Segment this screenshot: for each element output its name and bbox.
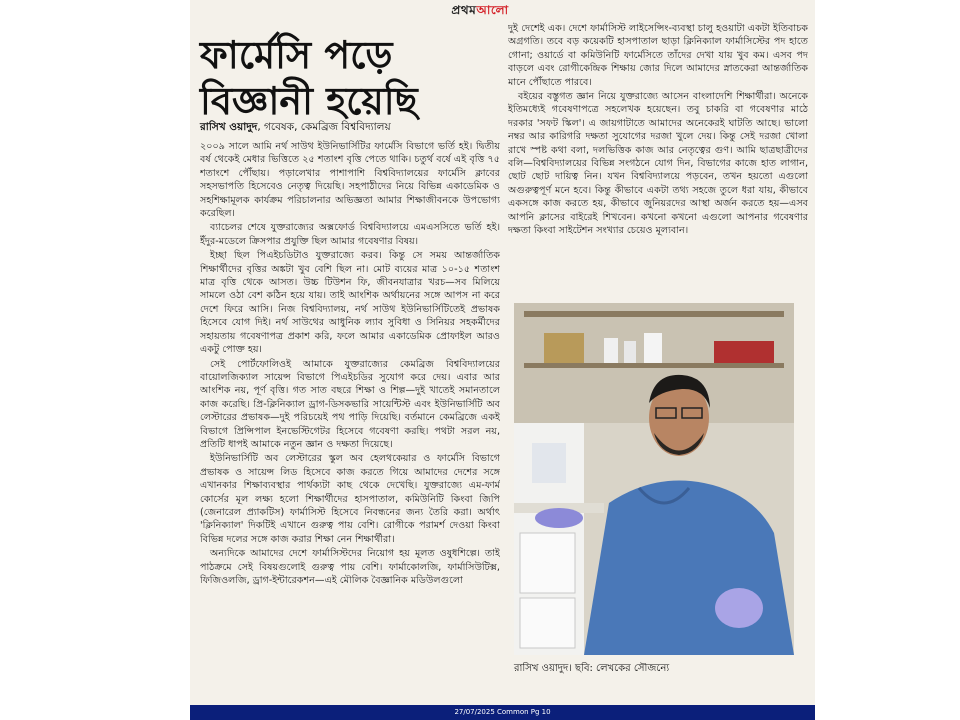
author-photo (514, 303, 794, 655)
article-left-column (200, 140, 500, 695)
article-paragraph: দুই দেশেই এক। দেশে ফার্মাসিস্ট লাইসেন্সিং-ব্যবস্থা চালু হওয়াটা একটা ইতিবাচক অগ্রগতি। তবে বড় কয়েকটি হাসপাতাল ছাড়া ক্লিনিক্যাল ফার্মাসিস্টের পদ হাতে গোনা; ওয়ার্ডে বা কমিউনিটি ফার্মেসিতে তাঁদের দেখা যায় খুব কম। এসব পদ বাড়লে এবং রোগীকেন্দ্রিক শিক্ষায় জোর দিলে আমাদের স্নাতকেরা আন্তর্জাতিক মানে পৌঁছাতে পারবে। (508, 23, 808, 88)
article-right-column (508, 22, 808, 302)
byline-author: রাসিখ ওয়াদুদ (200, 121, 258, 133)
headline-line-1: ফার্মেসি পড়ে (200, 32, 393, 77)
lab-photo-illustration (514, 303, 794, 655)
masthead-name-left: প্রথম (451, 3, 477, 17)
article-paragraph: বইয়ের বস্তুগত জ্ঞান নিয়ে যুক্তরাজ্যে আসেন বাংলাদেশি শিক্ষার্থীরা। অনেকে ইতিমধ্যেই গবেষণাপত্রে সহলেখক হয়েছেন। তবু চাকরি বা গবেষণার মাঠে দরকার 'সফট স্কিল'। এ জায়গাটাতে আমাদের অনেকেরই ঘাটতি আছে। ভালো নম্বর আর কারিগরি দক্ষতা সুযোগের দরজা খুলে দেয়। কিন্তু সেই দরজা খোলা রাখে স্পষ্ট কথা বলা, দলভিত্তিক কাজ আর নেতৃত্বের গুণ। আমি ছাত্রছাত্রীদের বলি—বিশ্ববিদ্যালয়ের বিভিন্ন সংগঠনে যোগ দিন, বিভাগের কাজে হাত লাগান, ছোট ছোট দায়িত্ব নিন। যখন বিশ্ববিদ্যালয়ে পড়বেন, তখন হয়তো এগুলো অগুরুত্বপূর্ণ মনে হবে। কিন্তু কীভাবে একটা তথ্য সহজে তুলে ধরা যায়, কীভাবে একসঙ্গে কাজ করতে হয়, কীভাবে জুনিয়রদের আস্থা অর্জন করতে হয়—এসব আপনি ক্লাসের বাইরেই শিখবেন। কখনো কখনো এগুলো আপনার গবেষণার দক্ষতা কিংবা সাইটেশন সংখ্যার চেয়েও মূল্যবান। (508, 91, 808, 237)
footer-date-page: 27/07/2025 Common Pg 10 (454, 708, 551, 716)
article-paragraph: ইচ্ছা ছিল পিএইচডিটাও যুক্তরাজ্যে করব। কিন্তু সে সময় আন্তর্জাতিক শিক্ষার্থীদের বৃত্তির অঙ্কটা খুব বেশি ছিল না। মোট ব্যয়ের মাত্র ১০-১৫ শতাংশ মাত্র বৃত্তি থেকে আসত। উচ্চ টিউশন ফি, জীবনযাত্রার খরচ—সব মিলিয়ে সামলে ওঠা বেশ কঠিন হয়ে যায়। তাই আংশিক অর্থায়নের সঙ্গে আপস না করে দেশে ফিরে আসি। নিজ বিশ্ববিদ্যালয়, নর্থ সাউথ ইউনিভার্সিটিতেই প্রভাষক হিসেবে যোগ দিই। নর্থ সাউথের আধুনিক ল্যাব সুবিধা ও সিনিয়র সহকর্মীদের সহায়তায় গবেষণাপত্র প্রকাশ করি, ফলে আমার একাডেমিক প্রোফাইল আরও একটু পোক্ত হয়। (200, 250, 500, 356)
article-paragraph: ব্যাচেলর শেষে যুক্তরাজ্যের অক্সফোর্ড বিশ্ববিদ্যালয়ে এমএসসিতে ভর্তি হই। ইঁদুর-মডেলে ক্রিসপার প্রযুক্তি ছিল আমার গবেষণার বিষয়। (200, 222, 500, 247)
article-paragraph: ইউনিভার্সিটি অব লেস্টারের স্কুল অব হেলথকেয়ার ও ফার্মেসি বিভাগে প্রভাষক ও সায়েন্স লিড হিসেবে কাজ করতে গিয়ে আমাদের দেশের সঙ্গে এখানকার শিক্ষাব্যবস্থার পার্থক্যটা কাছ থেকে দেখেছি। যুক্তরাজ্যে এম-ফার্ম কোর্সের মূল লক্ষ্য হলো শিক্ষার্থীদের হাসপাতাল, কমিউনিটি কিংবা জিপি (জেনারেল প্র্যাকটিস) ফার্মাসিস্ট হিসেবে নিবন্ধনের জন্য তৈরি করা। অর্থাৎ 'ক্লিনিক্যাল' দিকটিই এখানে গুরুত্ব পায় বেশি। রোগীকে পরামর্শ দেওয়া কিংবা বিভিন্ন দলের সঙ্গে কাজ করার শিক্ষা নেন শিক্ষার্থীরা। (200, 453, 500, 545)
byline (200, 120, 500, 137)
masthead-name-right: আলো (476, 3, 509, 17)
article-paragraph: ২০০৯ সালে আমি নর্থ সাউথ ইউনিভার্সিটির ফার্মেসি বিভাগে ভর্তি হই। দ্বিতীয় বর্ষ থেকেই মেধার ভিত্তিতে ২৫ শতাংশ বৃত্তি পেতে থাকি। চতুর্থ বর্ষে এই বৃত্তি ৭৫ শতাংশে পৌঁছায়। পড়ালেখার পাশাপাশি বিশ্ববিদ্যালয়ের ফার্মেসি ক্লাবের সহসভাপতি হিসেবেও নেতৃত্ব দিয়েছি। সহপাঠীদের নিয়ে বিভিন্ন একাডেমিক ও সহশিক্ষামূলক কার্যক্রম পরিচালনার অভিজ্ঞতা আমার শিক্ষাজীবনকে উপভোগ্য করেছিল। (200, 141, 500, 220)
newspaper-masthead (400, 2, 560, 18)
headline-line-2: বিজ্ঞানী হয়েছি (200, 78, 418, 123)
byline-affiliation: , গবেষক, কেমব্রিজ বিশ্ববিদ্যালয় (257, 121, 391, 133)
article-paragraph: অন্যদিকে আমাদের দেশে ফার্মাসিস্টদের নিয়োগ হয় মূলত ওষুধশিল্পে। তাই পাঠক্রমে সেই বিষয়গুলোই গুরুত্ব পায় বেশি। ফার্মাকোলজি, ফার্মাসিউটিক্স, ফিজিওলজি, ড্রাগ-ইন্টারেকশন—এই মৌলিক বৈজ্ঞানিক মডিউলগুলো (200, 548, 500, 586)
article-headline (200, 32, 500, 124)
article-paragraph: সেই পোর্টফোলিওই আমাকে যুক্তরাজ্যের কেমব্রিজ বিশ্ববিদ্যালয়ের বায়োলজিক্যাল সায়েন্স বিভাগে পিএইচডির সুযোগ করে দেয়। এবার আর আংশিক নয়, পূর্ণ বৃত্তি। গত সাত বছরে শিক্ষা ও শিল্প—দুই খাতেই সমানতালে কাজ করেছি। প্রি-ক্লিনিক্যাল ড্রাগ-ডিসকভারি সায়েন্টিস্ট এবং ইউনিভার্সিটি অব লেস্টারের প্রভাষক—দুই পরিচয়েই পথ পাড়ি দিয়েছি। বর্তমানে কেমব্রিজে একই বিভাগে প্রিন্সিপাল ইনভেস্টিগেটর হিসেবে গবেষণা করছি। পথটা সরল নয়, প্রতিটি ধাপই আমাকে নতুন জ্ঞান ও দক্ষতা দিয়েছে। (200, 358, 500, 450)
footer-bar (190, 705, 815, 720)
photo-caption: রাসিখ ওয়াদুদ। ছবি: লেখকের সৌজন্যে (514, 663, 670, 674)
